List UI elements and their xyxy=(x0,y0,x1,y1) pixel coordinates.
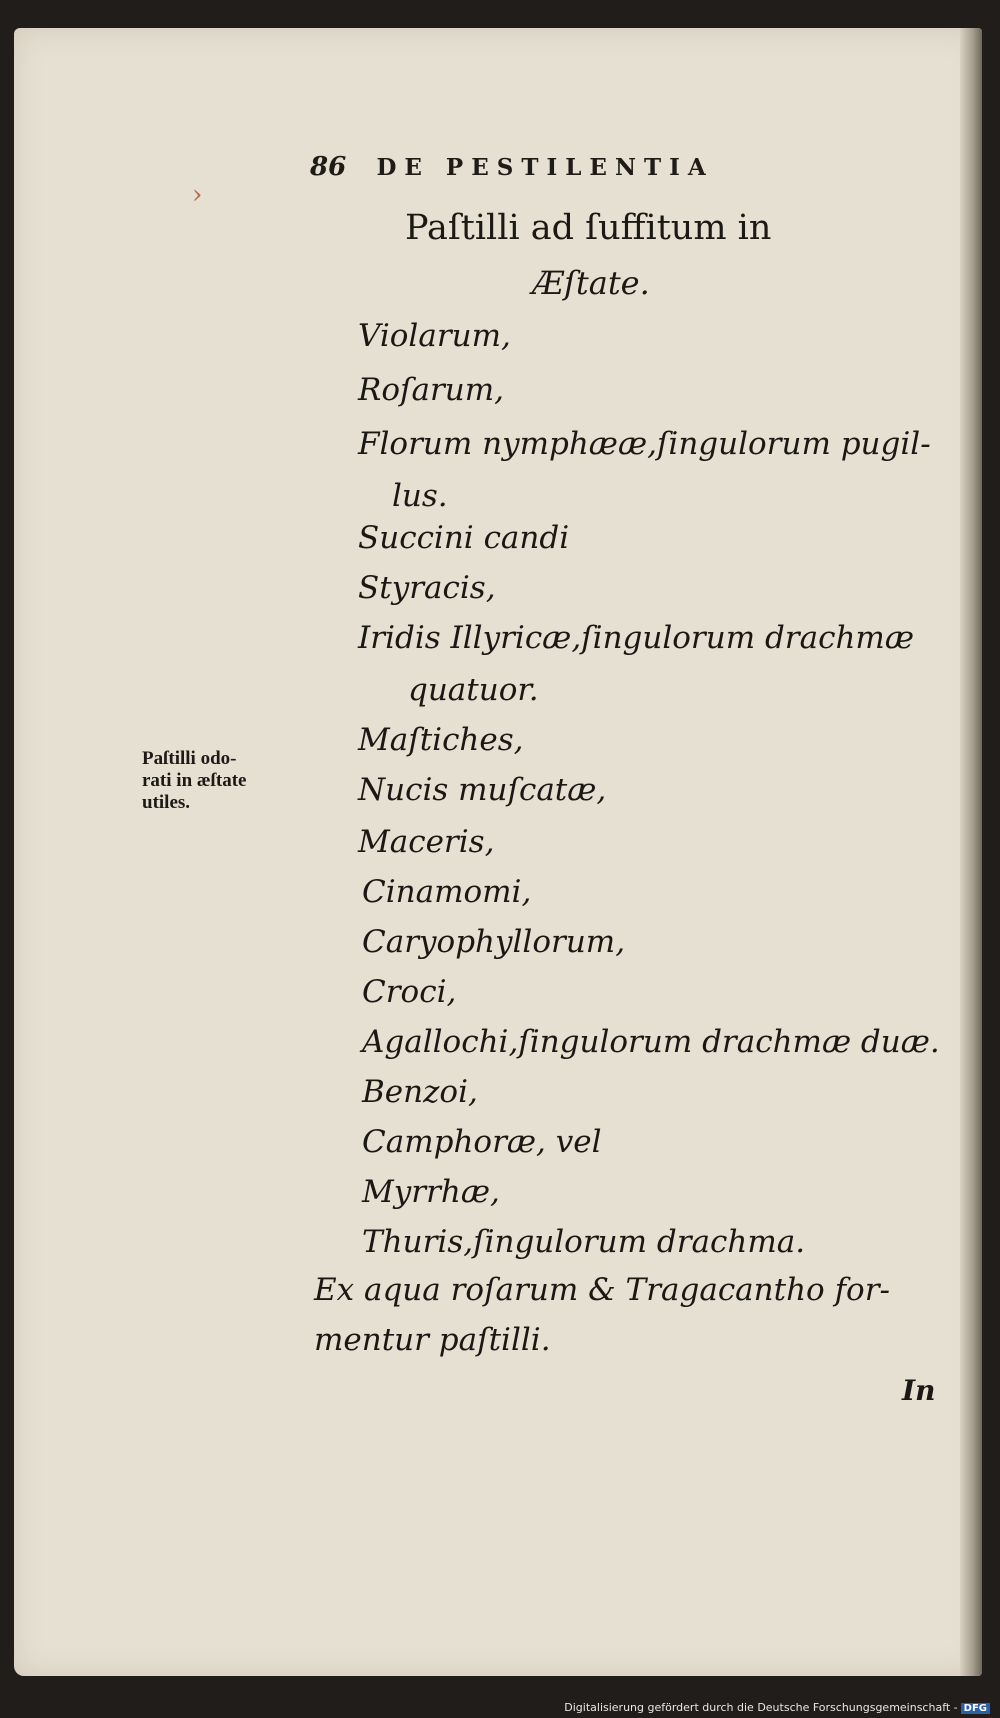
recipe-line: quatuor. xyxy=(408,672,539,708)
book-page xyxy=(14,28,982,1676)
page-number: 86 xyxy=(310,152,347,182)
dfg-logo: DFG xyxy=(961,1703,990,1714)
recipe-line: Camphoræ, vel xyxy=(362,1124,602,1160)
margin-note-line: rati in æſtate xyxy=(142,770,247,791)
recipe-line: Ex aqua roſarum & Tragacantho for- xyxy=(314,1272,890,1308)
recipe-line: Cinamomi, xyxy=(362,874,532,910)
margin-note xyxy=(142,748,246,814)
recipe-line: Iridis Illyricæ,ſingulorum drachmæ xyxy=(358,620,914,656)
recipe-line: Maceris, xyxy=(358,824,495,860)
digitization-footer xyxy=(564,1701,990,1714)
ink-mark: › xyxy=(192,180,203,210)
recipe-line: Myrrhæ, xyxy=(362,1174,500,1210)
recipe-line: Florum nymphææ,ſingulorum pugil- xyxy=(358,426,931,462)
recipe-line: Benzoi, xyxy=(362,1074,478,1110)
recipe-line: Caryophyllorum, xyxy=(362,924,626,960)
recipe-line: mentur paſtilli. xyxy=(314,1322,551,1358)
recipe-line: Styracis, xyxy=(358,570,496,606)
catchword: In xyxy=(902,1374,936,1407)
section-title-continued: Æſtate. xyxy=(532,264,650,302)
recipe-line: Roſarum, xyxy=(358,372,504,408)
recipe-line: Succini candi xyxy=(358,520,570,556)
recipe-line: Thuris,ſingulorum drachma. xyxy=(362,1224,806,1260)
footer-text: Digitalisierung gefördert durch die Deutsche Forschungsgemeinschaft - xyxy=(564,1701,958,1714)
running-head: DE PESTILENTIA xyxy=(376,154,714,181)
recipe-line: Croci, xyxy=(362,974,457,1010)
recipe-line: lus. xyxy=(392,478,448,514)
recipe-line: Violarum, xyxy=(358,318,511,354)
section-title: Paſtilli ad ſuffitum in xyxy=(405,208,772,248)
margin-note-line: Paſtilli odo- xyxy=(142,748,237,769)
page-gutter xyxy=(960,28,982,1676)
page-header xyxy=(310,152,714,182)
recipe-line: Maſtiches, xyxy=(358,722,524,758)
recipe-line: Agallochi,ſingulorum drachmæ duæ. xyxy=(362,1024,940,1060)
margin-note-line: utiles. xyxy=(142,792,191,813)
recipe-line: Nucis muſcatæ, xyxy=(358,772,607,808)
